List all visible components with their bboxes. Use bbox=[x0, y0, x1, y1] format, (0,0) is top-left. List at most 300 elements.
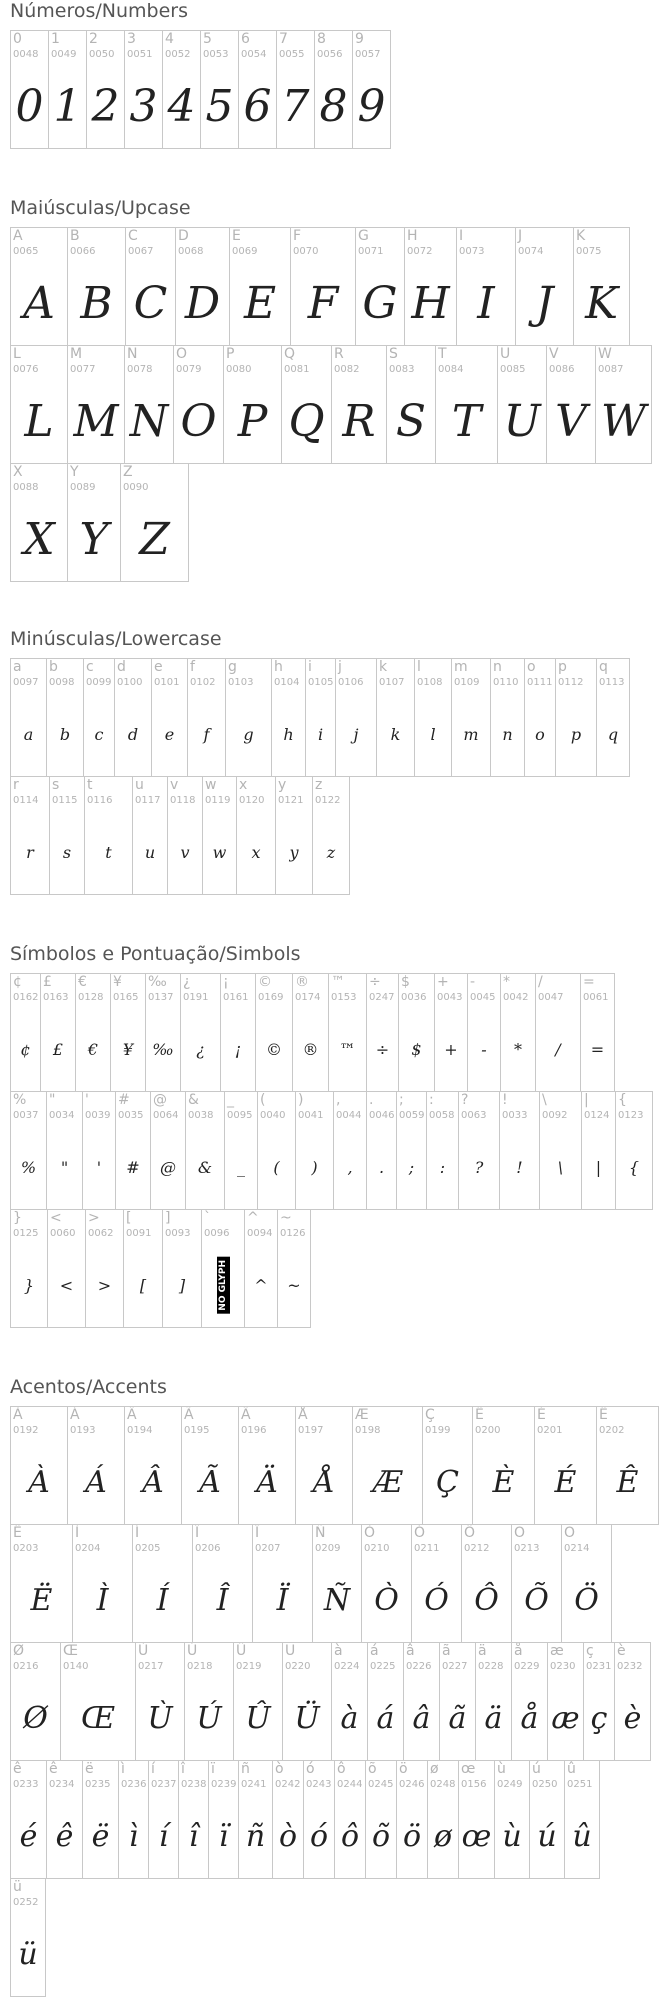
glyph-cell[interactable] bbox=[295, 1091, 334, 1210]
glyph-code: 0174 bbox=[295, 992, 321, 1003]
glyph-cell[interactable] bbox=[67, 463, 121, 582]
glyph-cell[interactable] bbox=[331, 1642, 368, 1761]
glyph-cell[interactable] bbox=[10, 227, 68, 346]
glyph-cell[interactable] bbox=[10, 1524, 73, 1643]
glyph-code: 0079 bbox=[176, 364, 202, 375]
glyph-sample: £ bbox=[52, 1039, 64, 1059]
glyph-cell[interactable] bbox=[10, 345, 68, 464]
glyph-code: 0211 bbox=[414, 1543, 440, 1554]
glyph-code: 0052 bbox=[165, 49, 191, 60]
glyph-cell[interactable] bbox=[10, 973, 41, 1092]
glyph-char-label: - bbox=[470, 974, 476, 990]
glyph-code: 0205 bbox=[135, 1543, 161, 1554]
glyph-char-label: 5 bbox=[203, 31, 212, 47]
glyph-cell[interactable] bbox=[114, 658, 152, 777]
glyph-code: 0057 bbox=[355, 49, 381, 60]
glyph-code: 0083 bbox=[389, 364, 415, 375]
glyph-cell[interactable] bbox=[467, 973, 501, 1092]
glyph-cell[interactable] bbox=[561, 1524, 612, 1643]
glyph-code: 0214 bbox=[564, 1543, 590, 1554]
glyph-cell[interactable] bbox=[282, 1642, 332, 1761]
glyph-code: 0096 bbox=[204, 1228, 230, 1239]
glyph-code: 0085 bbox=[500, 364, 526, 375]
glyph-sample: å bbox=[520, 1700, 539, 1736]
glyph-code: 0078 bbox=[127, 364, 153, 375]
glyph-char-label: t bbox=[87, 777, 93, 793]
glyph-code: 0090 bbox=[123, 482, 149, 493]
glyph-char-label: ò bbox=[275, 1761, 284, 1777]
glyph-cell[interactable] bbox=[255, 973, 293, 1092]
glyph-cell[interactable] bbox=[75, 973, 111, 1092]
glyph-cell[interactable] bbox=[376, 658, 415, 777]
glyph-code: 0071 bbox=[358, 246, 384, 257]
glyph-char-label: Ü bbox=[285, 1643, 296, 1659]
glyph-char-label: V bbox=[549, 346, 559, 362]
glyph-sample: ™ bbox=[339, 1039, 356, 1059]
glyph-char-label: 2 bbox=[89, 31, 98, 47]
glyph-sample: ï bbox=[218, 1818, 229, 1854]
glyph-cell[interactable] bbox=[281, 345, 332, 464]
glyph-char-label: { bbox=[618, 1092, 627, 1108]
glyph-cell[interactable] bbox=[124, 30, 163, 149]
glyph-char-label: H bbox=[407, 228, 418, 244]
glyph-cell[interactable] bbox=[82, 1091, 116, 1210]
glyph-cell[interactable] bbox=[539, 1091, 582, 1210]
glyph-cell[interactable] bbox=[181, 1406, 239, 1525]
glyph-cell[interactable] bbox=[184, 1642, 234, 1761]
glyph-cell[interactable] bbox=[10, 1209, 48, 1328]
glyph-sample: È bbox=[492, 1464, 515, 1500]
glyph-code: 0241 bbox=[241, 1779, 267, 1790]
glyph-char-label: b bbox=[49, 659, 58, 675]
glyph-cell[interactable] bbox=[10, 30, 49, 149]
glyph-sample: E bbox=[243, 277, 277, 329]
glyph-sample: A bbox=[23, 277, 55, 329]
glyph-sample: h bbox=[283, 724, 294, 744]
glyph-char-label: ¥ bbox=[113, 974, 122, 990]
glyph-code: 0055 bbox=[279, 49, 305, 60]
glyph-code: 0102 bbox=[190, 677, 216, 688]
glyph-char-label: € bbox=[78, 974, 87, 990]
glyph-sample: T bbox=[451, 395, 482, 447]
glyph-cell[interactable] bbox=[10, 463, 68, 582]
glyph-cell[interactable] bbox=[275, 776, 313, 895]
glyph-cell[interactable] bbox=[596, 1406, 659, 1525]
glyph-sample: Ô bbox=[474, 1582, 499, 1618]
glyph-cell[interactable] bbox=[233, 1642, 283, 1761]
glyph-cell[interactable] bbox=[167, 776, 203, 895]
glyph-code: 0041 bbox=[298, 1110, 324, 1121]
glyph-sample: ? bbox=[474, 1157, 484, 1177]
glyph-cell[interactable] bbox=[292, 973, 329, 1092]
glyph-sample: Å bbox=[313, 1464, 335, 1500]
glyph-sample: f bbox=[203, 724, 210, 744]
glyph-cell[interactable] bbox=[411, 1524, 462, 1643]
glyph-cell[interactable] bbox=[118, 1760, 149, 1879]
glyph-cell[interactable] bbox=[225, 658, 272, 777]
glyph-sample: G bbox=[362, 277, 398, 329]
glyph-char-label: Ò bbox=[364, 1525, 376, 1541]
glyph-cell[interactable] bbox=[272, 1760, 304, 1879]
glyph-cell[interactable] bbox=[173, 345, 224, 464]
glyph-char-label: Ô bbox=[464, 1525, 476, 1541]
glyph-cell[interactable] bbox=[271, 658, 306, 777]
glyph-cell[interactable] bbox=[257, 1091, 296, 1210]
glyph-cell[interactable] bbox=[403, 1642, 440, 1761]
glyph-code: 0037 bbox=[13, 1110, 39, 1121]
glyph-code: 0046 bbox=[369, 1110, 395, 1121]
glyph-cell[interactable] bbox=[546, 345, 596, 464]
glyph-cell[interactable] bbox=[10, 1406, 68, 1525]
glyph-char-label: : bbox=[429, 1092, 434, 1108]
glyph-cell[interactable] bbox=[132, 1524, 193, 1643]
glyph-sample: à bbox=[340, 1700, 359, 1736]
glyph-sample: û bbox=[572, 1818, 592, 1854]
glyph-sample: Õ bbox=[524, 1582, 549, 1618]
glyph-cell[interactable] bbox=[277, 1209, 311, 1328]
glyph-cell[interactable] bbox=[352, 30, 391, 149]
glyph-cell[interactable] bbox=[135, 1642, 185, 1761]
glyph-code: 0228 bbox=[478, 1661, 504, 1672]
glyph-cell[interactable] bbox=[85, 1209, 124, 1328]
glyph-sample: ^ bbox=[254, 1275, 268, 1295]
glyph-code: 0036 bbox=[401, 992, 427, 1003]
glyph-cell[interactable] bbox=[10, 1642, 61, 1761]
glyph-cell[interactable] bbox=[67, 227, 126, 346]
glyph-char-label: Ù bbox=[138, 1643, 149, 1659]
glyph-cell[interactable] bbox=[529, 1760, 565, 1879]
glyph-cell[interactable] bbox=[451, 658, 491, 777]
glyph-cell[interactable] bbox=[515, 227, 574, 346]
glyph-sample: \ bbox=[557, 1157, 564, 1177]
glyph-char-label: 7 bbox=[279, 31, 288, 47]
glyph-cell[interactable] bbox=[200, 30, 239, 149]
glyph-sample: k bbox=[390, 724, 401, 744]
glyph-cell[interactable] bbox=[46, 658, 84, 777]
glyph-cell[interactable] bbox=[573, 227, 630, 346]
glyph-cell[interactable] bbox=[151, 658, 188, 777]
glyph-code: 0042 bbox=[503, 992, 529, 1003]
glyph-cell[interactable] bbox=[439, 1642, 476, 1761]
glyph-cell[interactable] bbox=[162, 1209, 202, 1328]
no-glyph-badge: NO GLYPH bbox=[217, 1257, 230, 1314]
glyph-cell[interactable] bbox=[472, 1406, 535, 1525]
glyph-cell[interactable] bbox=[223, 345, 282, 464]
glyph-cell[interactable] bbox=[497, 345, 547, 464]
glyph-char-label: Ê bbox=[599, 1407, 608, 1423]
glyph-cell[interactable] bbox=[458, 1760, 495, 1879]
glyph-cell[interactable] bbox=[534, 1406, 597, 1525]
glyph-char-label: f bbox=[190, 659, 195, 675]
glyph-cell[interactable] bbox=[115, 1091, 151, 1210]
glyph-cell[interactable] bbox=[583, 1642, 615, 1761]
glyph-sample: Ø bbox=[23, 1700, 48, 1736]
glyph-cell[interactable] bbox=[404, 227, 457, 346]
glyph-code: 0251 bbox=[567, 1779, 593, 1790]
glyph-sample: â bbox=[412, 1700, 431, 1736]
glyph-cell[interactable] bbox=[187, 658, 226, 777]
glyph-code: 0044 bbox=[336, 1110, 362, 1121]
glyph-code: 0105 bbox=[308, 677, 334, 688]
glyph-char-label: g bbox=[228, 659, 237, 675]
glyph-cell[interactable] bbox=[185, 1091, 225, 1210]
glyph-cell[interactable] bbox=[238, 1760, 273, 1879]
glyph-cell[interactable] bbox=[295, 1406, 353, 1525]
glyph-cell[interactable] bbox=[596, 658, 630, 777]
glyph-sample: Ò bbox=[374, 1582, 399, 1618]
glyph-code: 0165 bbox=[113, 992, 139, 1003]
glyph-cell[interactable] bbox=[110, 973, 146, 1092]
glyph-cell[interactable] bbox=[48, 30, 87, 149]
glyph-cell[interactable] bbox=[396, 1091, 427, 1210]
glyph-cell[interactable] bbox=[352, 1406, 423, 1525]
glyph-cell[interactable] bbox=[366, 973, 399, 1092]
glyph-sample: a bbox=[23, 724, 34, 744]
glyph-cell[interactable] bbox=[236, 776, 276, 895]
glyph-cell[interactable] bbox=[238, 30, 277, 149]
glyph-sample: C bbox=[133, 277, 168, 329]
glyph-cell[interactable] bbox=[396, 1760, 428, 1879]
glyph-sample: z bbox=[326, 842, 336, 862]
glyph-char-label: í bbox=[151, 1761, 155, 1777]
glyph-cell[interactable] bbox=[355, 227, 405, 346]
glyph-char-label: Ë bbox=[13, 1525, 22, 1541]
glyph-cell[interactable] bbox=[86, 30, 125, 149]
glyph-sample: ö bbox=[402, 1818, 422, 1854]
glyph-char-label: a bbox=[13, 659, 22, 675]
glyph-char-label: m bbox=[454, 659, 468, 675]
glyph-cell[interactable] bbox=[220, 973, 256, 1092]
glyph-cell[interactable] bbox=[305, 658, 336, 777]
glyph-sample: Ç bbox=[436, 1464, 459, 1500]
glyph-cell[interactable] bbox=[10, 658, 47, 777]
glyph-char-label: Q bbox=[284, 346, 296, 362]
glyph-cell[interactable] bbox=[238, 1406, 296, 1525]
glyph-sample: Í bbox=[156, 1582, 169, 1618]
glyph-char-label: Ç bbox=[425, 1407, 435, 1423]
glyph-cell[interactable] bbox=[434, 973, 468, 1092]
glyph-cell[interactable] bbox=[595, 345, 652, 464]
glyph-cell[interactable] bbox=[580, 973, 615, 1092]
glyph-sample: j bbox=[353, 724, 359, 744]
glyph-code: 0153 bbox=[331, 992, 357, 1003]
glyph-code: 0058 bbox=[429, 1110, 455, 1121]
section-title: Acentos/Accents bbox=[10, 1376, 167, 1398]
glyph-char-label: è bbox=[617, 1643, 626, 1659]
glyph-cell[interactable] bbox=[148, 1760, 179, 1879]
glyph-cell[interactable] bbox=[524, 658, 556, 777]
glyph-cell[interactable] bbox=[564, 1760, 600, 1879]
glyph-char-label: 4 bbox=[165, 31, 174, 47]
glyph-cell[interactable] bbox=[367, 1642, 404, 1761]
glyph-cell[interactable] bbox=[615, 1091, 653, 1210]
glyph-cell[interactable] bbox=[72, 1524, 133, 1643]
glyph-cell[interactable] bbox=[10, 1878, 46, 1997]
glyph-code: 0229 bbox=[514, 1661, 540, 1672]
glyph-cell[interactable] bbox=[511, 1642, 548, 1761]
glyph-cell[interactable] bbox=[46, 1760, 83, 1879]
glyph-cell[interactable] bbox=[150, 1091, 186, 1210]
glyph-sample: ® bbox=[302, 1039, 319, 1059]
glyph-cell[interactable] bbox=[125, 227, 176, 346]
glyph-cell[interactable] bbox=[10, 1091, 47, 1210]
glyph-cell[interactable] bbox=[46, 1091, 83, 1210]
glyph-cell[interactable] bbox=[500, 973, 536, 1092]
glyph-char-label: ä bbox=[478, 1643, 487, 1659]
glyph-sample: Z bbox=[139, 513, 170, 565]
glyph-sample: d bbox=[127, 724, 139, 744]
glyph-sample: I bbox=[477, 277, 495, 329]
glyph-char-label: ~ bbox=[280, 1210, 292, 1226]
glyph-cell[interactable] bbox=[303, 1760, 335, 1879]
glyph-sample: Æ bbox=[372, 1464, 403, 1500]
glyph-char-label: ® bbox=[295, 974, 309, 990]
glyph-char-label: û bbox=[567, 1761, 576, 1777]
glyph-cell[interactable] bbox=[132, 776, 168, 895]
glyph-cell[interactable] bbox=[386, 345, 436, 464]
glyph-cell[interactable] bbox=[398, 973, 435, 1092]
glyph-sample: = bbox=[590, 1039, 605, 1059]
glyph-code: 0077 bbox=[70, 364, 96, 375]
glyph-cell[interactable] bbox=[123, 1209, 163, 1328]
glyph-cell[interactable] bbox=[494, 1760, 530, 1879]
glyph-sample bbox=[202, 1246, 244, 1325]
glyph-cell[interactable] bbox=[328, 973, 367, 1092]
glyph-char-label: ã bbox=[442, 1643, 451, 1659]
glyph-cell[interactable] bbox=[83, 658, 115, 777]
glyph-cell[interactable] bbox=[335, 658, 377, 777]
glyph-cell[interactable] bbox=[178, 1760, 209, 1879]
glyph-cell[interactable] bbox=[490, 658, 525, 777]
glyph-char-label: E bbox=[232, 228, 241, 244]
glyph-cell[interactable] bbox=[124, 1406, 182, 1525]
glyph-cell[interactable] bbox=[456, 227, 516, 346]
glyph-cell[interactable] bbox=[422, 1406, 473, 1525]
glyph-code: 0216 bbox=[13, 1661, 39, 1672]
glyph-code: 0203 bbox=[13, 1543, 39, 1554]
glyph-char-label: j bbox=[338, 659, 342, 675]
glyph-char-label: \ bbox=[542, 1092, 547, 1108]
glyph-cell[interactable] bbox=[10, 1760, 47, 1879]
glyph-char-label: œ bbox=[461, 1761, 476, 1777]
glyph-cell[interactable] bbox=[366, 1091, 397, 1210]
glyph-char-label: ñ bbox=[241, 1761, 250, 1777]
glyph-cell[interactable] bbox=[162, 30, 201, 149]
glyph-code: 0097 bbox=[13, 677, 39, 688]
glyph-cell[interactable] bbox=[84, 776, 133, 895]
glyph-cell[interactable] bbox=[333, 1091, 367, 1210]
glyph-cell[interactable] bbox=[435, 345, 498, 464]
glyph-cell[interactable] bbox=[547, 1642, 584, 1761]
glyph-cell[interactable] bbox=[581, 1091, 616, 1210]
glyph-cell[interactable] bbox=[67, 345, 125, 464]
glyph-cell[interactable] bbox=[331, 345, 387, 464]
glyph-cell[interactable] bbox=[427, 1760, 459, 1879]
glyph-cell[interactable] bbox=[60, 1642, 136, 1761]
glyph-cell[interactable] bbox=[192, 1524, 253, 1643]
glyph-cell[interactable] bbox=[535, 973, 581, 1092]
glyph-cell[interactable] bbox=[224, 1091, 258, 1210]
glyph-code: 0110 bbox=[493, 677, 519, 688]
glyph-cell[interactable] bbox=[120, 463, 189, 582]
glyph-sample: ¡ bbox=[234, 1039, 242, 1059]
glyph-sample: X bbox=[23, 513, 55, 565]
glyph-cell[interactable] bbox=[414, 658, 452, 777]
glyph-cell[interactable] bbox=[312, 776, 350, 895]
glyph-cell[interactable] bbox=[499, 1091, 540, 1210]
glyph-char-label: . bbox=[369, 1092, 374, 1108]
glyph-cell[interactable] bbox=[365, 1760, 397, 1879]
glyph-cell[interactable] bbox=[201, 1209, 245, 1328]
glyph-sample: w bbox=[212, 842, 227, 862]
glyph-sample: S bbox=[395, 395, 427, 447]
glyph-char-label: } bbox=[13, 1210, 22, 1226]
glyph-cell[interactable] bbox=[145, 973, 181, 1092]
glyph-sample: M bbox=[73, 395, 119, 447]
glyph-sample: ! bbox=[516, 1157, 523, 1177]
glyph-code: 0114 bbox=[13, 795, 39, 806]
glyph-char-label: Ó bbox=[414, 1525, 426, 1541]
glyph-char-label: ¢ bbox=[13, 974, 22, 990]
glyph-cell[interactable] bbox=[511, 1524, 562, 1643]
glyph-cell[interactable] bbox=[334, 1760, 366, 1879]
glyph-cell[interactable] bbox=[49, 776, 85, 895]
glyph-cell[interactable] bbox=[276, 30, 315, 149]
glyph-sample: B bbox=[80, 277, 113, 329]
glyph-cell[interactable] bbox=[426, 1091, 459, 1210]
glyph-code: 0207 bbox=[255, 1543, 281, 1554]
glyph-cell[interactable] bbox=[252, 1524, 313, 1643]
glyph-cell[interactable] bbox=[229, 227, 291, 346]
glyph-code: 0060 bbox=[50, 1228, 76, 1239]
glyph-code: 0200 bbox=[475, 1425, 501, 1436]
glyph-cell[interactable] bbox=[461, 1524, 512, 1643]
glyph-cell[interactable] bbox=[555, 658, 597, 777]
glyph-char-label: i bbox=[308, 659, 312, 675]
glyph-cell[interactable] bbox=[290, 227, 356, 346]
glyph-char-label: l bbox=[417, 659, 421, 675]
glyph-cell[interactable] bbox=[208, 1760, 239, 1879]
glyph-char-label: s bbox=[52, 777, 60, 793]
glyph-cell[interactable] bbox=[614, 1642, 651, 1761]
glyph-cell[interactable] bbox=[47, 1209, 86, 1328]
glyph-cell[interactable] bbox=[40, 973, 76, 1092]
glyph-cell[interactable] bbox=[475, 1642, 512, 1761]
glyph-cell[interactable] bbox=[180, 973, 221, 1092]
glyph-code: 0075 bbox=[576, 246, 602, 257]
glyph-cell[interactable] bbox=[361, 1524, 412, 1643]
glyph-cell[interactable] bbox=[458, 1091, 500, 1210]
glyph-cell[interactable] bbox=[10, 776, 50, 895]
glyph-code: 0137 bbox=[148, 992, 174, 1003]
glyph-sample: ~ bbox=[287, 1275, 301, 1295]
glyph-cell[interactable] bbox=[82, 1760, 119, 1879]
glyph-cell[interactable] bbox=[175, 227, 230, 346]
glyph-cell[interactable] bbox=[312, 1524, 362, 1643]
glyph-char-label: ç bbox=[586, 1643, 594, 1659]
glyph-cell[interactable] bbox=[124, 345, 174, 464]
glyph-sample: 8 bbox=[319, 80, 348, 132]
glyph-cell[interactable] bbox=[202, 776, 237, 895]
glyph-sample: < bbox=[59, 1275, 74, 1295]
glyph-sample: ú bbox=[537, 1818, 557, 1854]
glyph-char-label: â bbox=[406, 1643, 415, 1659]
glyph-cell[interactable] bbox=[244, 1209, 278, 1328]
glyph-code: 0038 bbox=[188, 1110, 214, 1121]
glyph-sample: ò bbox=[278, 1818, 298, 1854]
glyph-cell[interactable] bbox=[314, 30, 353, 149]
glyph-cell[interactable] bbox=[67, 1406, 125, 1525]
